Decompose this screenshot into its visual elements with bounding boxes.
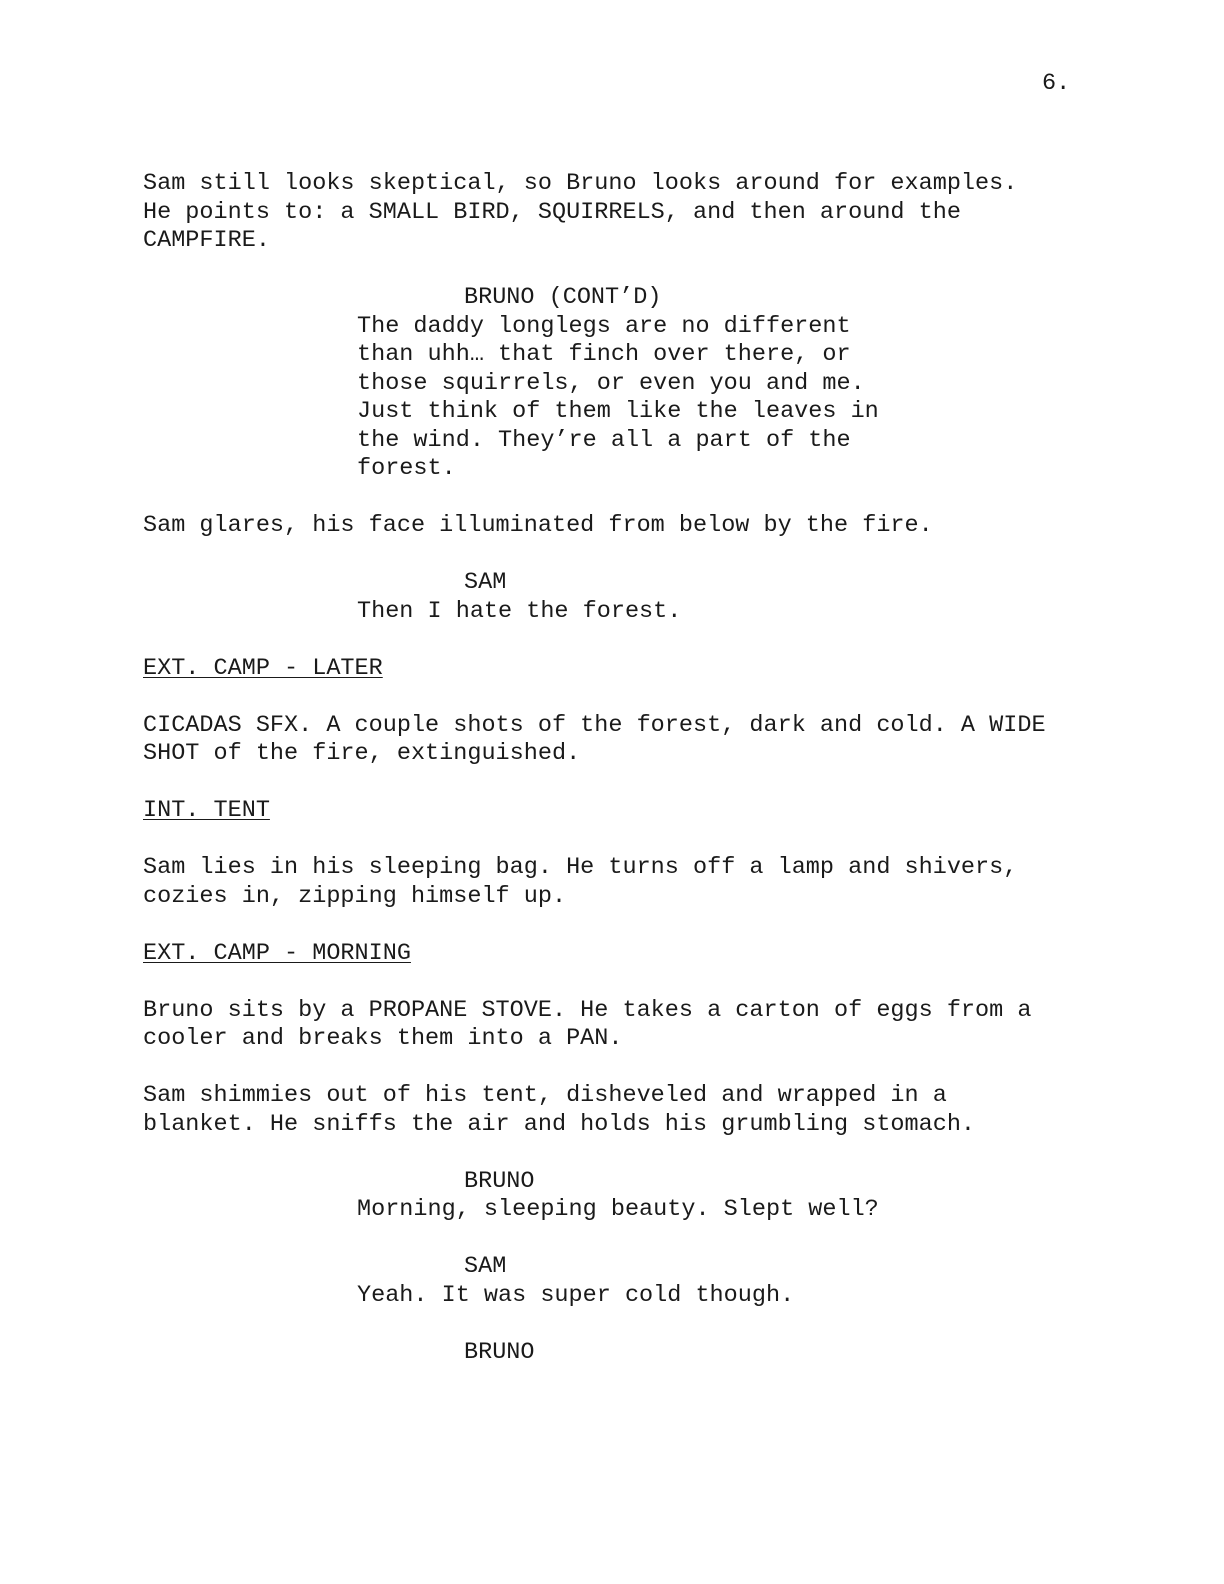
dialogue-line: The daddy longlegs are no different	[357, 312, 851, 340]
dialogue-line: Yeah. It was super cold though.	[357, 1281, 795, 1309]
page-number: 6.	[1042, 70, 1071, 97]
character-cue: BRUNO (CONT’D)	[464, 284, 662, 311]
action-line: CAMPFIRE.	[143, 227, 270, 254]
action-line: SHOT of the fire, extinguished.	[143, 740, 581, 767]
dialogue-line: Morning, sleeping beauty. Slept well?	[357, 1196, 879, 1223]
scene-heading: INT. TENT	[143, 797, 270, 824]
action-line: cooler and breaks them into a PAN.	[143, 1025, 623, 1052]
dialogue-line: the wind. They’re all a part of the	[357, 426, 851, 454]
scene-heading: EXT. CAMP - LATER	[143, 654, 383, 682]
dialogue-line: than uhh… that finch over there, or	[357, 341, 851, 368]
character-cue: BRUNO	[464, 1167, 535, 1195]
dialogue-line: Then I hate the forest.	[357, 597, 682, 625]
action-line: CICADAS SFX. A couple shots of the forest, dark and cold. A WIDE	[143, 711, 1046, 739]
scene-heading: EXT. CAMP - MORNING	[143, 939, 411, 967]
action-line: Sam shimmies out of his tent, disheveled and wrapped in a	[143, 1082, 947, 1109]
action-line: blanket. He sniffs the air and holds his grumbling stomach.	[143, 1110, 976, 1138]
action-line: cozies in, zipping himself up.	[143, 882, 567, 910]
action-line: Sam glares, his face illuminated from below by the fire.	[143, 512, 933, 539]
action-line: Bruno sits by a PROPANE STOVE. He takes a carton of eggs from a	[143, 996, 1032, 1024]
character-cue: SAM	[464, 569, 507, 596]
dialogue-line: Just think of them like the leaves in	[357, 398, 879, 425]
character-cue: SAM	[464, 1253, 507, 1280]
action-line: Sam still looks skeptical, so Bruno looks around for examples.	[143, 170, 1018, 197]
action-line: He points to: a SMALL BIRD, SQUIRRELS, and then around the	[143, 198, 961, 226]
character-cue: BRUNO	[464, 1338, 535, 1366]
dialogue-line: forest.	[357, 455, 456, 482]
dialogue-line: those squirrels, or even you and me.	[357, 369, 865, 397]
action-line: Sam lies in his sleeping bag. He turns off a lamp and shivers,	[143, 854, 1018, 881]
